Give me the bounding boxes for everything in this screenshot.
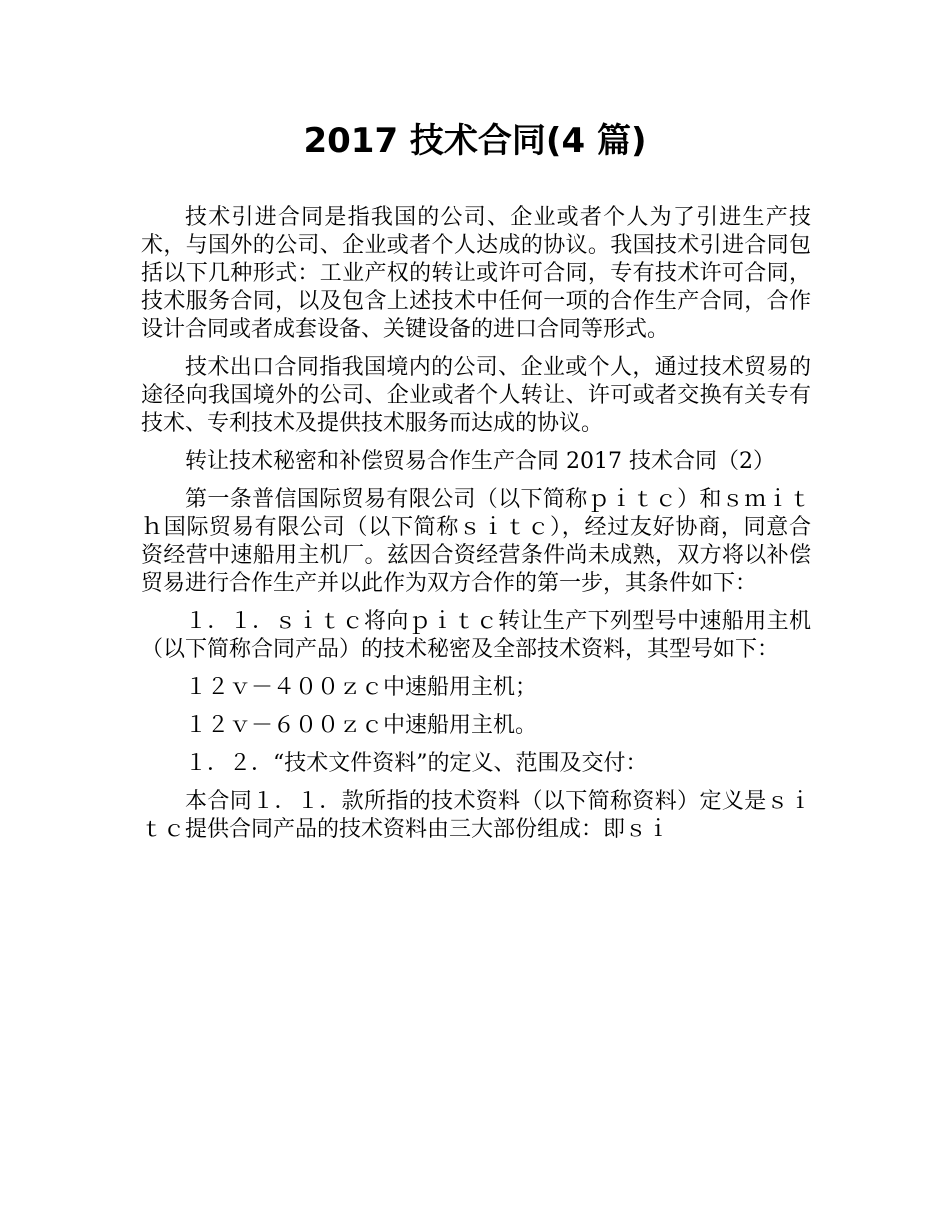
document-title: 2017 技术合同(4 篇): [303, 121, 647, 161]
paragraph-technology-export-contract: 技术出口合同指我国境内的公司、企业或个人，通过技术贸易的途径向我国境外的公司、企业或者个人转让、许可或者交换有关专有技术、专利技术及提供技术服务而达成的协议。: [141, 355, 811, 436]
paragraph-model-12v-400zc: １２ｖ－４００ｚｃ中速船用主机；: [185, 675, 538, 700]
paragraph-article-one: 第一条普信国际贸易有限公司（以下简称ｐｉｔｃ）和ｓｍｉｔｈ国际贸易有限公司（以下简称ｓｉｔｃ），经过友好协商，同意合资经营中速船用主机厂。兹因合资经营条件尚未成熟，双方将以补偿贸易进行合作生产并以此作为双方合作的第一步，其条件如下：: [141, 487, 811, 596]
paragraph-technology-import-contract: 技术引进合同是指我国的公司、企业或者个人为了引进生产技术，与国外的公司、企业或者个人达成的协议。我国技术引进合同包括以下几种形式：工业产权的转让或许可合同，专有技术许可合同，技术服务合同，以及包含上述技术中任何一项的合作生产合同，合作设计合同或者成套设备、关键设备的进口合同等形式。: [141, 205, 811, 342]
paragraph-clause-1-2: １．２．“技术文件资料”的定义、范围及交付：: [185, 751, 648, 776]
paragraph-model-12v-600zc: １２ｖ－６００ｚｃ中速船用主机。: [185, 713, 538, 738]
paragraph-definition: 本合同１．１．款所指的技术资料（以下简称资料）定义是ｓｉｔｃ提供合同产品的技术资料由三大部份组成：即ｓｉ: [141, 789, 811, 842]
paragraph-clause-1-1: １．１．ｓｉｔｃ将向ｐｉｔｃ转让生产下列型号中速船用主机（以下简称合同产品）的技术秘密及全部技术资料，其型号如下：: [141, 609, 811, 662]
paragraph-section-heading: 转让技术秘密和补偿贸易合作生产合同 2017 技术合同（2）: [185, 449, 775, 474]
document-body: [141, 204, 811, 854]
